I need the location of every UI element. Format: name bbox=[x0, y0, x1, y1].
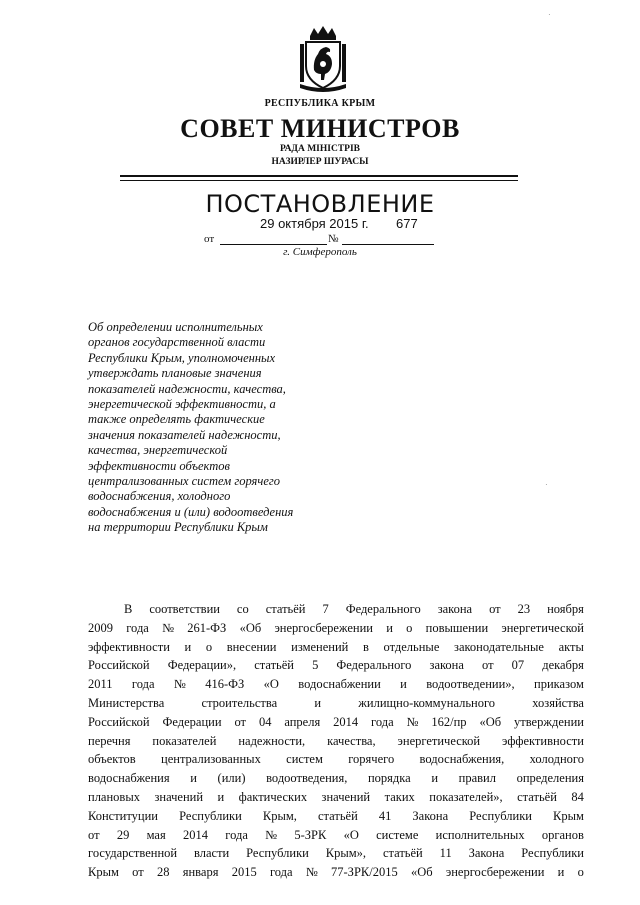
subject-line: также определять фактические bbox=[88, 412, 265, 427]
subject-line: централизованных систем горячего bbox=[88, 474, 281, 489]
body-word: плановых bbox=[88, 789, 140, 804]
body-line bbox=[88, 656, 584, 675]
body-word: и bbox=[400, 677, 407, 692]
body-word: и bbox=[431, 771, 439, 786]
body-line bbox=[88, 826, 584, 845]
body-word: закона bbox=[429, 658, 464, 673]
council-title: СОВЕТ МИНИСТРОВ bbox=[180, 114, 460, 143]
decree-date: 29 октября 2015 г. bbox=[260, 216, 369, 231]
body-line bbox=[88, 694, 584, 713]
body-word: 77-ЗРК/2015 bbox=[331, 865, 398, 880]
body-word: Конституции bbox=[88, 808, 158, 823]
body-word: 41 bbox=[378, 808, 392, 823]
body-word: органов bbox=[541, 827, 584, 842]
header-divider-thin bbox=[120, 180, 518, 181]
body-word: 11 bbox=[439, 846, 452, 861]
body-word: в bbox=[362, 639, 369, 654]
body-word: и bbox=[217, 789, 225, 804]
body-line bbox=[88, 750, 584, 769]
body-word: жилищно-коммунального bbox=[358, 695, 496, 710]
body-line bbox=[88, 732, 584, 751]
subject-line: значения показателей надежности, bbox=[88, 427, 281, 442]
body-word: от bbox=[132, 865, 144, 880]
body-word: № bbox=[265, 827, 278, 842]
body-word: мая bbox=[146, 827, 166, 842]
body-word: 07 bbox=[511, 658, 525, 673]
body-word: власти bbox=[194, 846, 230, 861]
body-word: внесении bbox=[226, 639, 277, 654]
body-word: показателей», bbox=[429, 789, 503, 804]
subject-line: Об определении исполнительных bbox=[88, 320, 263, 334]
body-word: Федерации bbox=[162, 714, 222, 729]
subject-line: качества, энергетической bbox=[88, 443, 228, 458]
body-word: января bbox=[182, 865, 219, 880]
body-word: хозяйства bbox=[532, 695, 584, 710]
body-word: водоснабжении bbox=[298, 677, 381, 692]
body-word: государственной bbox=[88, 846, 178, 861]
body-word: апреля bbox=[284, 714, 321, 729]
body-word: Крым», bbox=[325, 846, 367, 861]
body-word: соответствии bbox=[149, 602, 220, 616]
body-word: года bbox=[269, 865, 293, 880]
body-word: Министерства bbox=[88, 695, 165, 710]
body-word: 2015 bbox=[231, 865, 257, 880]
body-word: статьёй bbox=[265, 602, 306, 616]
subject-line: водоснабжения, холодного bbox=[88, 489, 231, 504]
body-word: порядка bbox=[367, 771, 411, 786]
subject-line: эффективности объектов bbox=[88, 458, 230, 473]
body-word: и bbox=[557, 865, 565, 880]
subject-line: на территории Республики Крым bbox=[88, 520, 268, 535]
body-word: Республики bbox=[469, 808, 532, 823]
body-word: года bbox=[126, 620, 149, 635]
body-word: значений bbox=[321, 789, 371, 804]
body-word: объектов bbox=[88, 752, 136, 767]
decree-subject bbox=[88, 320, 358, 536]
body-word: 28 bbox=[156, 865, 170, 880]
body-line bbox=[88, 788, 584, 807]
body-word: показателей bbox=[152, 733, 217, 748]
body-word: водоснабжения, bbox=[419, 752, 505, 767]
body-word: эффективности bbox=[502, 733, 584, 748]
body-word: Федерального bbox=[336, 658, 412, 673]
body-word: 5-ЗРК bbox=[294, 827, 327, 842]
body-word: 5 bbox=[312, 658, 319, 673]
body-line bbox=[88, 807, 584, 826]
body-word: 04 bbox=[258, 714, 272, 729]
decree-date-number-line bbox=[204, 216, 444, 246]
body-word: энергетической bbox=[397, 733, 481, 748]
body-word: «Об bbox=[410, 865, 433, 880]
date-underline bbox=[220, 244, 327, 245]
body-word: 7 bbox=[322, 602, 329, 616]
body-word: приказом bbox=[534, 677, 584, 692]
body-word: централизованных bbox=[161, 752, 261, 767]
body-word: и bbox=[314, 695, 322, 710]
decree-city: г. Симферополь bbox=[283, 246, 357, 258]
body-word: от bbox=[88, 827, 100, 842]
scan-speck: · bbox=[548, 10, 551, 19]
body-word: Республики bbox=[179, 808, 242, 823]
body-line bbox=[88, 713, 584, 732]
subject-line: органов государственной власти bbox=[88, 335, 266, 350]
body-word: исполнительных bbox=[435, 827, 525, 842]
body-word: года bbox=[131, 677, 155, 692]
body-word: определения bbox=[516, 771, 584, 786]
body-word: статьёй bbox=[317, 808, 358, 823]
from-label: от bbox=[204, 233, 215, 245]
body-word: холодного bbox=[529, 752, 584, 767]
number-label: № bbox=[328, 233, 339, 245]
body-word: отдельные bbox=[383, 639, 440, 654]
body-word: «Об bbox=[479, 714, 502, 729]
body-line bbox=[88, 619, 584, 638]
body-word: Федерации», bbox=[167, 658, 237, 673]
body-word: со bbox=[236, 602, 249, 616]
body-line bbox=[88, 769, 584, 788]
body-word: систем bbox=[286, 752, 323, 767]
body-word: Республики bbox=[521, 846, 584, 861]
subject-line: водоснабжения и (или) водоотведения bbox=[88, 504, 294, 519]
body-word: (или) bbox=[217, 771, 246, 786]
body-word: надежности, bbox=[238, 733, 306, 748]
body-word: ноября bbox=[547, 602, 584, 616]
body-word: и bbox=[190, 771, 197, 786]
body-word: от bbox=[234, 714, 247, 729]
subject-line: утверждать плановые значения bbox=[88, 366, 262, 381]
body-word: Крым bbox=[553, 808, 584, 823]
council-title-crimean-tatar: НАЗИРЛЕР ШУРАСЫ bbox=[271, 157, 369, 167]
body-word: статьёй bbox=[254, 658, 294, 673]
body-word: 2009 bbox=[88, 620, 113, 635]
body-word: от bbox=[482, 658, 494, 673]
body-word: о bbox=[577, 865, 584, 880]
body-word: водоотведения, bbox=[266, 771, 348, 786]
body-word: Российской bbox=[88, 658, 150, 673]
body-word: декабря bbox=[542, 658, 584, 673]
body-word: утверждении bbox=[514, 714, 584, 729]
subject-line: показателей надежности, качества, bbox=[88, 381, 286, 396]
body-line bbox=[88, 844, 584, 863]
body-word: Российской bbox=[88, 714, 150, 729]
body-word: 162/пр bbox=[431, 714, 467, 729]
decree-title: ПОСТАНОВЛЕНИЕ bbox=[205, 190, 435, 218]
body-word: строительства bbox=[201, 695, 278, 710]
body-word: № bbox=[406, 714, 419, 729]
body-word: водоотведении», bbox=[426, 677, 515, 692]
body-word: статьёй bbox=[517, 789, 557, 804]
crimea-coat-of-arms-icon bbox=[298, 26, 348, 92]
body-word: года bbox=[225, 827, 248, 842]
body-word: акты bbox=[558, 639, 584, 654]
council-title-ukrainian: РАДА МІНІСТРІВ bbox=[279, 144, 360, 154]
body-word: системе bbox=[376, 827, 419, 842]
body-word: энергосбережении bbox=[274, 620, 373, 635]
body-line bbox=[88, 675, 584, 694]
body-word: перечня bbox=[88, 733, 131, 748]
body-word: Крым, bbox=[262, 808, 297, 823]
body-word: 84 bbox=[571, 789, 584, 804]
body-word: В bbox=[124, 602, 133, 616]
body-word: «О bbox=[343, 827, 359, 842]
subject-line: энергетической эффективности, а bbox=[88, 397, 276, 412]
body-word: «Об bbox=[239, 620, 262, 635]
scan-speck: · bbox=[545, 480, 548, 489]
body-word: № bbox=[162, 620, 175, 635]
body-word: 261-ФЗ bbox=[187, 620, 227, 635]
body-word: и bbox=[386, 620, 393, 635]
body-line bbox=[88, 863, 584, 882]
body-word: горячего bbox=[348, 752, 395, 767]
body-word: энергетической bbox=[501, 620, 584, 635]
body-word: фактических bbox=[238, 789, 308, 804]
body-word: водоснабжения bbox=[88, 771, 170, 786]
body-word: эффективности bbox=[88, 639, 170, 654]
body-word: статьёй bbox=[382, 846, 423, 861]
number-underline bbox=[342, 244, 434, 245]
body-word: 23 bbox=[517, 602, 531, 616]
subject-line: Республики Крым, уполномоченных bbox=[88, 350, 276, 365]
body-word: таких bbox=[384, 789, 415, 804]
body-line bbox=[88, 600, 584, 619]
body-word: № bbox=[305, 865, 318, 880]
body-word: 2014 bbox=[333, 714, 359, 729]
header-divider-thick bbox=[120, 175, 518, 177]
body-word: Крым bbox=[88, 865, 119, 880]
decree-number: 677 bbox=[396, 216, 418, 231]
body-word: повышении bbox=[425, 620, 489, 635]
body-word: правил bbox=[458, 771, 496, 786]
body-word: «О bbox=[263, 677, 279, 692]
body-word: 2014 bbox=[182, 827, 208, 842]
decree-body-paragraph bbox=[88, 600, 584, 882]
body-word: Федерального bbox=[345, 602, 421, 616]
body-word: законодательные bbox=[454, 639, 544, 654]
body-word: Закона bbox=[468, 846, 505, 861]
body-word: энергосбережении bbox=[445, 865, 545, 880]
republic-label: РЕСПУБЛИКА КРЫМ bbox=[264, 98, 376, 109]
body-word: о bbox=[406, 620, 413, 635]
body-word: Республики bbox=[246, 846, 309, 861]
body-word: значений bbox=[154, 789, 204, 804]
body-word: 2011 bbox=[88, 677, 113, 692]
body-word: 29 bbox=[116, 827, 130, 842]
body-word: года bbox=[371, 714, 394, 729]
body-word: от bbox=[489, 602, 501, 616]
body-word: 416-ФЗ bbox=[205, 677, 245, 692]
body-word: изменений bbox=[291, 639, 349, 654]
body-word: и bbox=[184, 639, 192, 654]
body-word: № bbox=[173, 677, 186, 692]
body-word: о bbox=[205, 639, 213, 654]
body-line bbox=[88, 638, 584, 657]
body-word: качества, bbox=[327, 733, 376, 748]
body-word: Закона bbox=[412, 808, 449, 823]
body-word: закона bbox=[437, 602, 473, 616]
